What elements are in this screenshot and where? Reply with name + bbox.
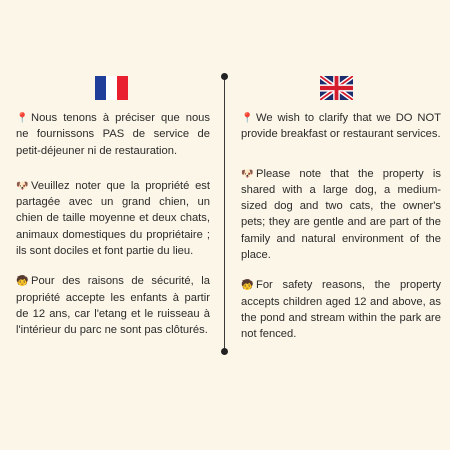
dog-face-icon: 🐶	[241, 168, 254, 180]
pin-icon: 📍	[16, 113, 29, 124]
en-pets-text: Please note that the property is shared with a large dog, a medium-sized dog and two cats, the owner's pets; they are gentle and are part of the family and natural environment of the place.	[241, 167, 441, 262]
pin-icon: 📍	[241, 113, 254, 124]
france-flag-icon	[95, 76, 128, 100]
fr-pets-text: Veuillez noter que la propriété est partagée avec un grand chien, un chien de taille moyenne et deux chats, animaux domestiques du propriétaire ; ils sont dociles et font partie du lieu.	[16, 179, 210, 258]
en-children-text: For safety reasons, the property accepts children aged 12 and above, as the pond and stream within the park are not fenced.	[241, 279, 441, 341]
fr-paragraph-pets	[16, 178, 210, 259]
dog-face-icon: 🐶	[16, 180, 29, 192]
fr-paragraph-children	[16, 273, 210, 338]
en-paragraph-pets	[241, 166, 441, 264]
uk-flag-icon	[320, 76, 353, 100]
en-paragraph-breakfast	[241, 110, 441, 143]
english-column	[241, 110, 441, 362]
fr-paragraph-breakfast	[16, 110, 210, 159]
fr-children-text: Pour des raisons de sécurité, la propriété accepte les enfants à partir de 12 ans, car l'etang et le ruisseau à l'intérieur du parc ne sont pas clôturés.	[16, 275, 210, 337]
center-divider	[224, 76, 225, 352]
child-face-icon: 🧒	[16, 276, 29, 288]
child-face-icon: 🧒	[241, 280, 254, 292]
french-column	[16, 110, 210, 358]
en-breakfast-text: We wish to clarify that we DO NOT provide breakfast or restaurant services.	[241, 112, 441, 141]
divider-bottom-dot	[221, 348, 228, 355]
en-paragraph-children	[241, 277, 441, 342]
fr-breakfast-text: Nous tenons à préciser que nous ne fournissons PAS de service de petit-déjeuner ni de restauration.	[16, 112, 210, 157]
divider-top-dot	[221, 73, 228, 80]
